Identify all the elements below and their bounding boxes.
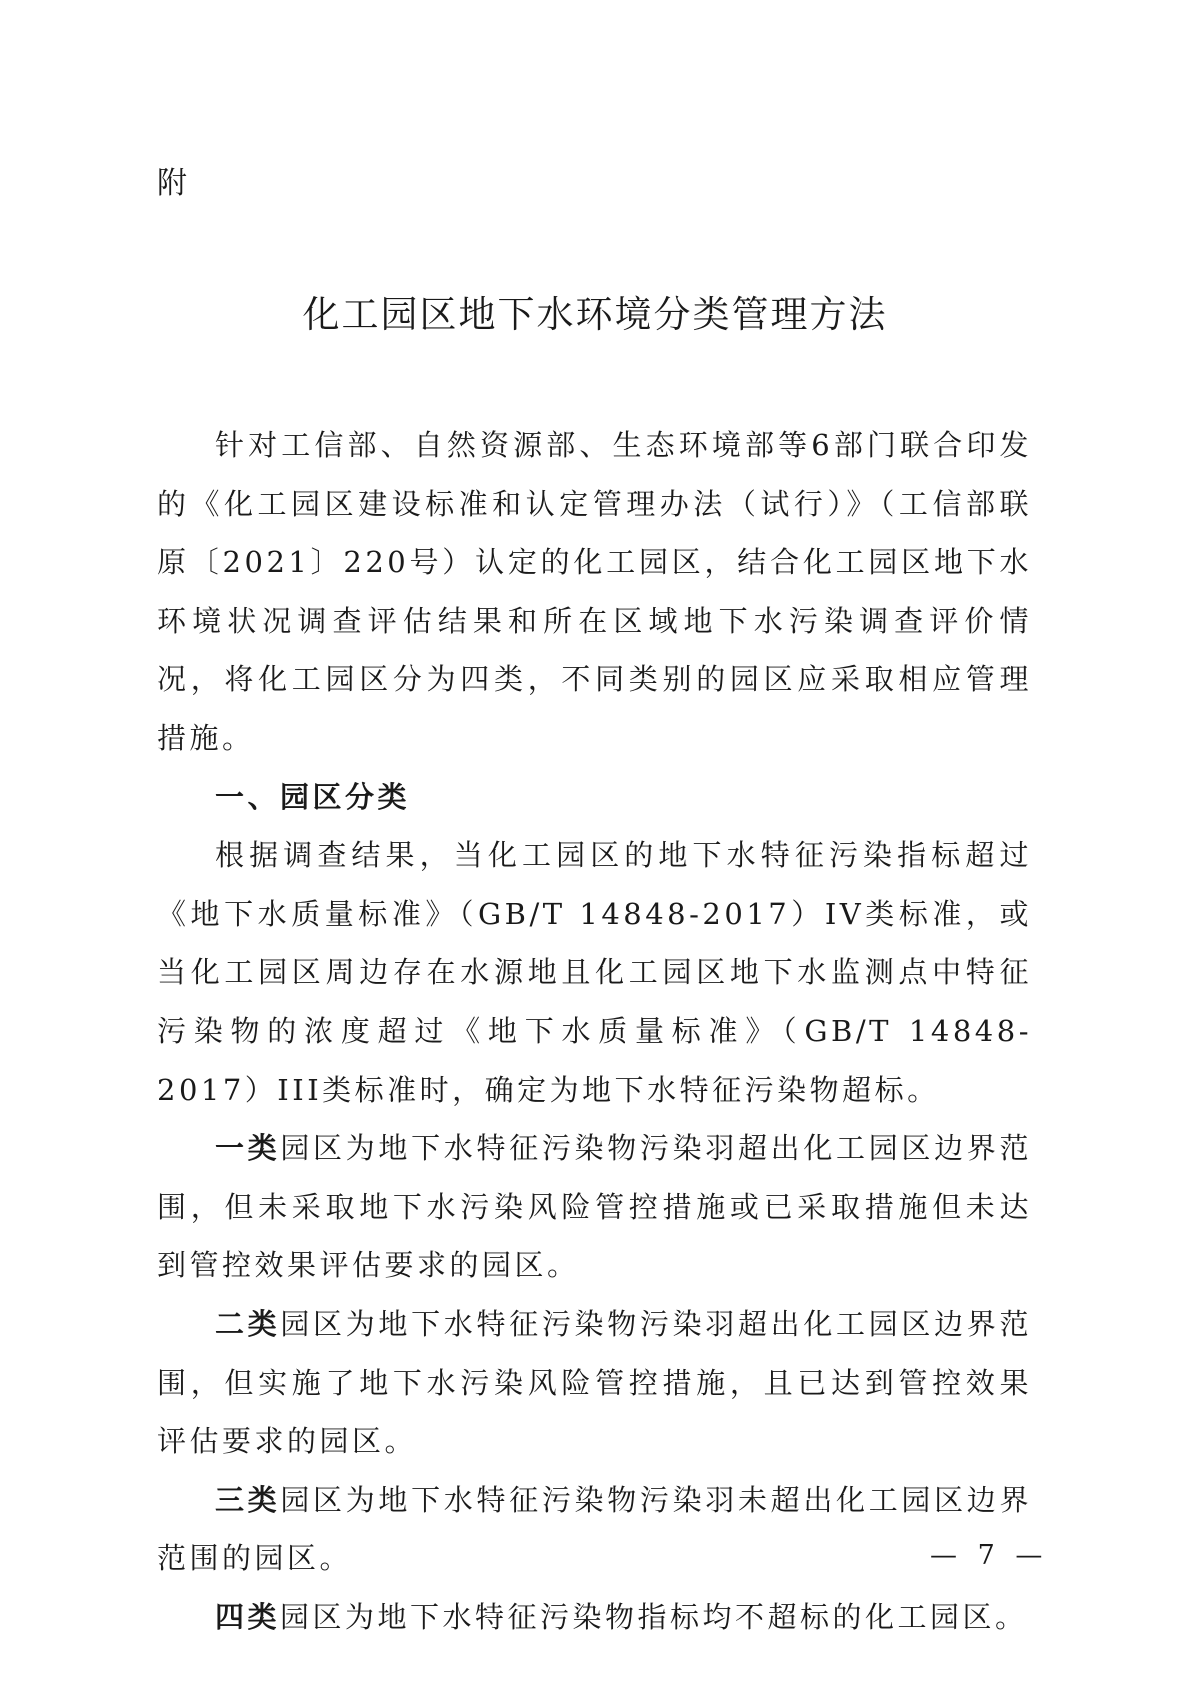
document-body: [157, 416, 1032, 1646]
annex-label: 附: [157, 166, 187, 201]
page-number: — 7 —: [930, 1540, 1049, 1571]
category-label: 二类: [215, 1306, 281, 1341]
category-label: 一类: [215, 1131, 281, 1166]
document-title: 化工园区地下水环境分类管理方法: [302, 293, 888, 336]
category-text: 园区为地下水特征污染物污染羽超出化工园区边界范围，但未采取地下水污染风险管控措施或已采取措施但未达到管控效果评估要求的园区。: [157, 1131, 1032, 1283]
category-paragraph-1: [157, 1119, 1032, 1295]
section-heading-park-classification: 一、园区分类: [215, 779, 411, 814]
intro-paragraph: 针对工信部、自然资源部、生态环境部等6部门联合印发的《化工园区建设标准和认定管理办法（试行）》（工信部联原〔2021〕220号）认定的化工园区，结合化工园区地下水环境状况调查评估结果和所在区域地下水污染调查评价情况，将化工园区分为四类，不同类别的园区应采取相应管理措施。: [157, 428, 1032, 755]
classification-criteria-paragraph: 根据调查结果，当化工园区的地下水特征污染指标超过《地下水质量标准》（GB/T 14848-2017）IV类标准，或当化工园区周边存在水源地且化工园区地下水监测点中特征污染物的浓度超过《地下水质量标准》（GB/T 14848-2017）III类标准时，确定为地下水特征污染物超标。: [157, 838, 1032, 1107]
category-label: 三类: [215, 1482, 281, 1517]
category-paragraph-3: [157, 1471, 1032, 1588]
category-paragraph-2: [157, 1295, 1032, 1471]
category-label: 四类: [215, 1599, 281, 1634]
category-paragraph-4: [157, 1588, 1032, 1647]
category-text: 园区为地下水特征污染物污染羽超出化工园区边界范围，但实施了地下水污染风险管控措施，且已达到管控效果评估要求的园区。: [157, 1306, 1032, 1459]
category-text: 园区为地下水特征污染物指标均不超标的化工园区。: [280, 1599, 1028, 1634]
category-text: 园区为地下水特征污染物污染羽未超出化工园区边界范围的园区。: [157, 1482, 1032, 1576]
